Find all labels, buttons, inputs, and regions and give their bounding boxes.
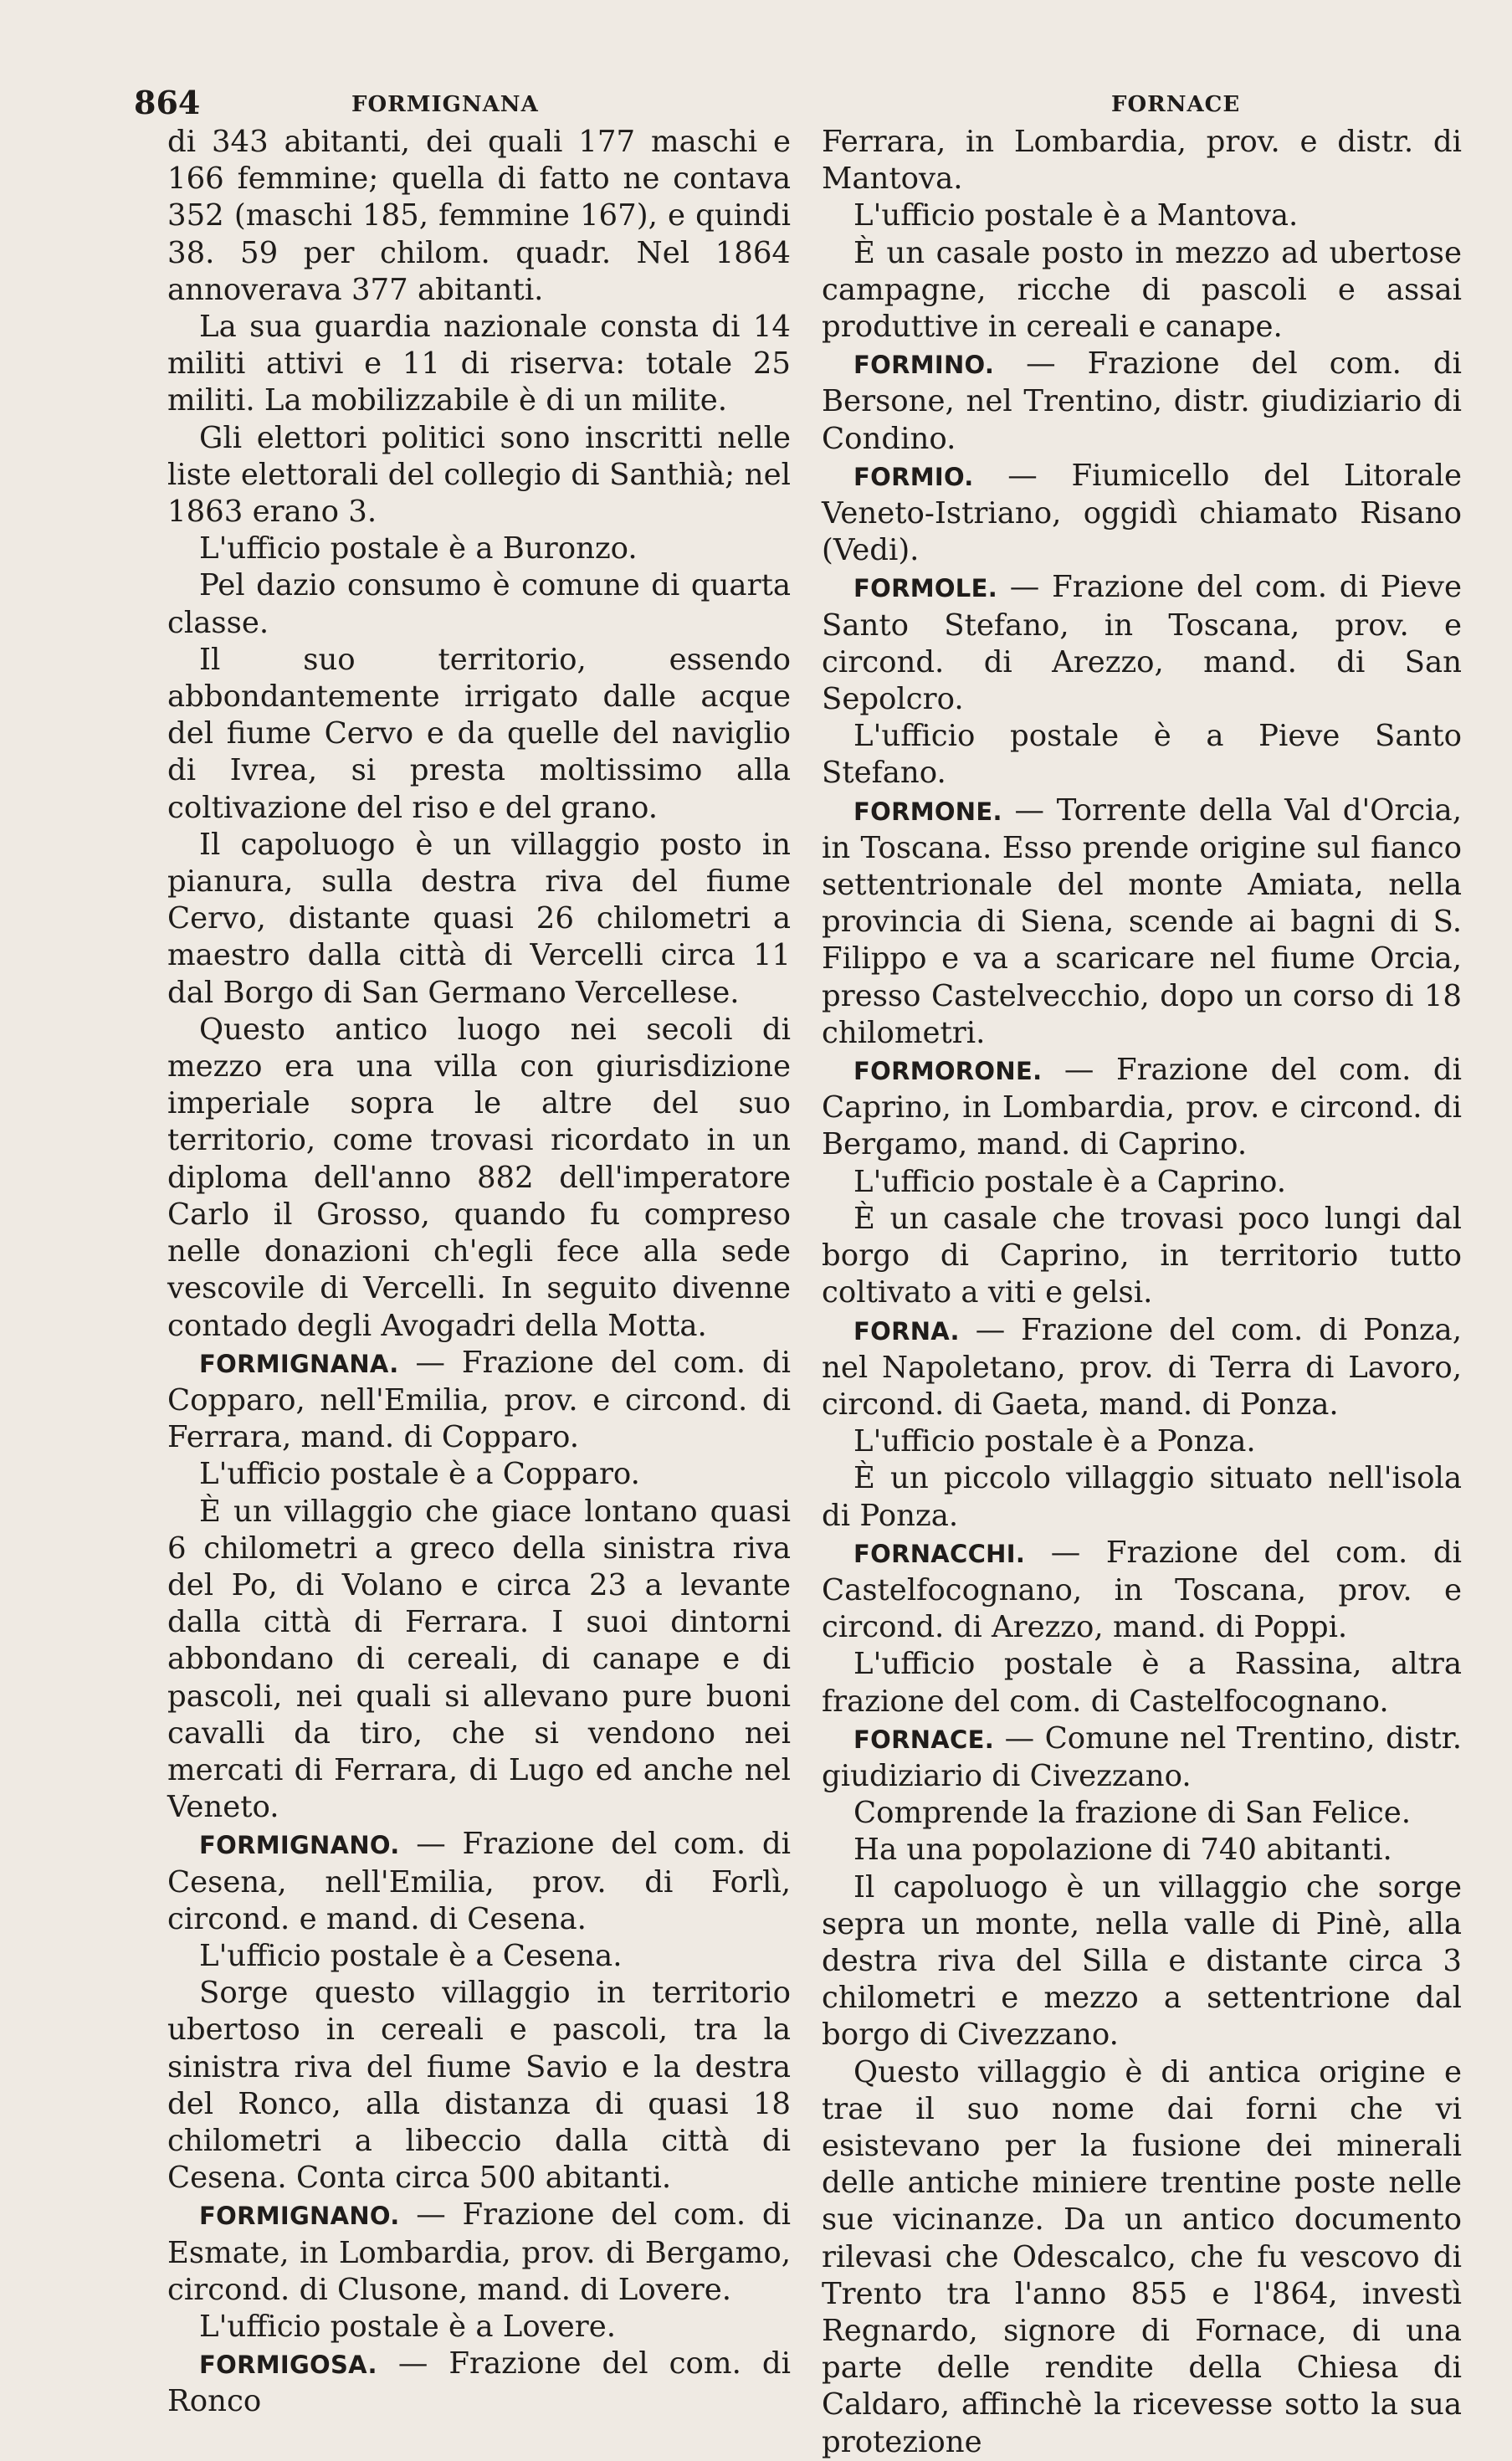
- paragraph: Questo antico luogo nei secoli di mezzo era una villa con giurisdizione imperiale sopra le altre del suo territorio, come trovasi ricordato in un diploma dell'anno 882 dell'imperatore Carlo il Grosso, quando fu compreso nelle donazioni ch'egli fece alla sede vescovile di Vercelli. In seguito divenne contado degli Avogadri della Motta.: [167, 1012, 791, 1343]
- paragraph: Il capoluogo è un villaggio che sorge sepra un monte, nella valle di Pinè, alla destra riva del Silla e distante circa 3 chilometri e mezzo a settentrione dal borgo di Civezzano.: [822, 1869, 1462, 2053]
- left-column: [167, 124, 791, 2421]
- entry-definition: — Frazione del com. di Pieve Santo Stefano, in Toscana, prov. e circond. di Arezzo, mand. di San Sepolcro.: [822, 570, 1462, 717]
- entry-headword: FORMORONE.: [853, 1057, 1043, 1086]
- paragraph: Ferrara, in Lombardia, prov. e distr. di Mantova.: [822, 125, 1462, 197]
- paragraph: L'ufficio postale è a Ponza.: [853, 1424, 1256, 1459]
- entry-headword: FORMIGNANO.: [199, 2202, 400, 2231]
- paragraph: Il capoluogo è un villaggio posto in pianura, sulla destra riva del fiume Cervo, distante quasi 26 chilometri a maestro dalla città di Vercelli circa 11 dal Borgo di San Germano Vercellese.: [167, 827, 791, 1010]
- entry-fornace: [822, 1720, 1462, 1795]
- paragraph: L'ufficio postale è a Caprino.: [853, 1164, 1287, 1199]
- paragraph: È un piccolo villaggio situato nell'isola di Ponza.: [822, 1461, 1462, 1533]
- entry-formignana: [167, 1345, 791, 1457]
- paragraph: L'ufficio postale è a Copparo.: [199, 1457, 640, 1492]
- paragraph: Gli elettori politici sono inscritti nelle liste elettorali del collegio di Santhià; nel 1863 erano 3.: [167, 420, 791, 530]
- entry-definition: — Frazione del com. di Esmate, in Lombardia, prov. di Bergamo, circond. di Clusone, mand. di Lovere.: [167, 2197, 791, 2307]
- entry-formone: [822, 792, 1462, 1052]
- paragraph: L'ufficio postale è a Lovere.: [199, 2309, 617, 2344]
- paragraph: L'ufficio postale è a Cesena.: [199, 1938, 623, 1973]
- entry-headword: FORMIGOSA.: [199, 2351, 377, 2380]
- running-head-right: FORNACE: [1111, 92, 1241, 117]
- paragraph: L'ufficio postale è a Buronzo.: [199, 531, 638, 567]
- entry-definition: — Frazione del com. di Ponza, nel Napoletano, prov. di Terra di Lavoro, circond. di Gaeta, mand. di Ponza.: [822, 1312, 1462, 1422]
- entry-definition: — Frazione del com. di Caprino, in Lombardia, prov. e circond. di Bergamo, mand. di Caprino.: [822, 1053, 1462, 1162]
- entry-definition: — Frazione del com. di Castelfocognano, in Toscana, prov. e circond. di Arezzo, mand. di Poppi.: [822, 1535, 1462, 1645]
- paragraph: Ha una popolazione di 740 abitanti.: [853, 1833, 1392, 1868]
- entry-definition: — Frazione del com. di Copparo, nell'Emilia, prov. e circond. di Ferrara, mand. di Copparo.: [167, 1345, 791, 1455]
- paragraph: È un casale che trovasi poco lungi dal borgo di Caprino, in territorio tutto coltivato a viti e gelsi.: [822, 1201, 1462, 1310]
- entry-formio: [822, 458, 1462, 570]
- entry-formino: [822, 346, 1462, 458]
- entry-headword: FORNACCHI.: [853, 1539, 1026, 1568]
- entry-headword: FORMIGNANO.: [199, 1831, 400, 1860]
- paragraph: Il suo territorio, essendo abbondantemente irrigato dalle acque del fiume Cervo e da quelle del naviglio di Ivrea, si presta moltissimo alla coltivazione del riso e del grano.: [167, 642, 791, 825]
- paragraph: Pel dazio consumo è comune di quarta classe.: [167, 568, 791, 640]
- entry-definition: — Fiumicello del Litorale Veneto-Istriano, oggidì chiamato Risano (Vedi).: [822, 458, 1462, 568]
- entry-definition: — Torrente della Val d'Orcia, in Toscana. Esso prende origine sul fianco settentrionale del monte Amiata, nella provincia di Siena, scende ai bagni di S. Filippo e va a scaricare nel fiume Orcia, presso Castelvecchio, dopo un corso di 18 chilometri.: [822, 792, 1462, 1050]
- entry-headword: FORMIO.: [853, 462, 974, 491]
- paragraph: L'ufficio postale è a Rassina, altra frazione del com. di Castelfocognano.: [822, 1647, 1462, 1719]
- paragraph: Comprende la frazione di San Felice.: [853, 1796, 1412, 1831]
- entry-headword: FORMINO.: [853, 351, 995, 380]
- paragraph: Questo villaggio è di antica origine e trae il suo nome dai forni che vi esistevano per la fusione dei minerali delle antiche miniere trentine poste nelle sue vicinanze. Da un antico documento rilevasi che Odescalco, che fu vescovo di Trento tra l'anno 855 e l'864, investì Regnardo, signore di Fornace, di una parte delle rendite della Chiesa di Caldaro, affinchè la ricevesse sotto la sua protezione: [822, 2054, 1462, 2459]
- entry-definition: — Frazione del com. di Bersone, nel Trentino, distr. giudiziario di Condino.: [822, 346, 1462, 456]
- entry-headword: FORMIGNANA.: [199, 1349, 399, 1378]
- entry-headword: FORMONE.: [853, 797, 1002, 826]
- paragraph: È un villaggio che giace lontano quasi 6 chilometri a greco della sinistra riva del Po, di Volano e circa 23 a levante dalla città di Ferrara. I suoi dintorni abbondano di cereali, di canape e di pascoli, nei quali si allevano pure buoni cavalli da tiro, che si vendono nei mercati di Ferrara, di Lugo ed anche nel Veneto.: [167, 1494, 791, 1825]
- paragraph: L'ufficio postale è a Mantova.: [853, 198, 1299, 233]
- paragraph: L'ufficio postale è a Pieve Santo Stefano.: [822, 719, 1462, 791]
- entry-formorone: [822, 1052, 1462, 1164]
- entry-headword: FORMOLE.: [853, 574, 998, 603]
- paragraph: La sua guardia nazionale consta di 14 militi attivi e 11 di riserva: totale 25 militi. La mobilizzabile è di un milite.: [167, 310, 791, 418]
- entry-formignano-esmate: [167, 2197, 791, 2309]
- entry-forna: [822, 1312, 1462, 1424]
- entry-definition: — Comune nel Trentino, distr. giudiziario di Civezzano.: [822, 1720, 1462, 1793]
- entry-fornacchi: [822, 1535, 1462, 1647]
- running-head-left: FORMIGNANA: [351, 92, 539, 117]
- entry-headword: FORNA.: [853, 1316, 960, 1346]
- entry-formignano-cesena: [167, 1826, 791, 1938]
- entry-definition: — Frazione del com. di Ronco: [167, 2346, 791, 2419]
- entry-formole: [822, 569, 1462, 718]
- page-number: 864: [134, 84, 201, 121]
- entry-formigosa: [167, 2346, 791, 2420]
- entry-definition: — Frazione del com. di Cesena, nell'Emilia, prov. di Forlì, circond. e mand. di Cesena.: [167, 1827, 791, 1936]
- page-header: [0, 84, 1512, 126]
- paragraph: È un casale posto in mezzo ad ubertose campagne, ricche di pascoli e assai produttive in cereali e canape.: [822, 235, 1462, 345]
- paragraph: di 343 abitanti, dei quali 177 maschi e 166 femmine; quella di fatto ne contava 352 (maschi 185, femmine 167), e quindi 38. 59 per chilom. quadr. Nel 1864 annoverava 377 abitanti.: [167, 125, 791, 307]
- entry-headword: FORNACE.: [853, 1725, 995, 1754]
- paragraph: Sorge questo villaggio in territorio ubertoso in cereali e pascoli, tra la sinistra riva del fiume Savio e la destra del Ronco, alla distanza di quasi 18 chilometri a libeccio dalla città di Cesena. Conta circa 500 abitanti.: [167, 1976, 791, 2196]
- right-column: [822, 124, 1462, 2461]
